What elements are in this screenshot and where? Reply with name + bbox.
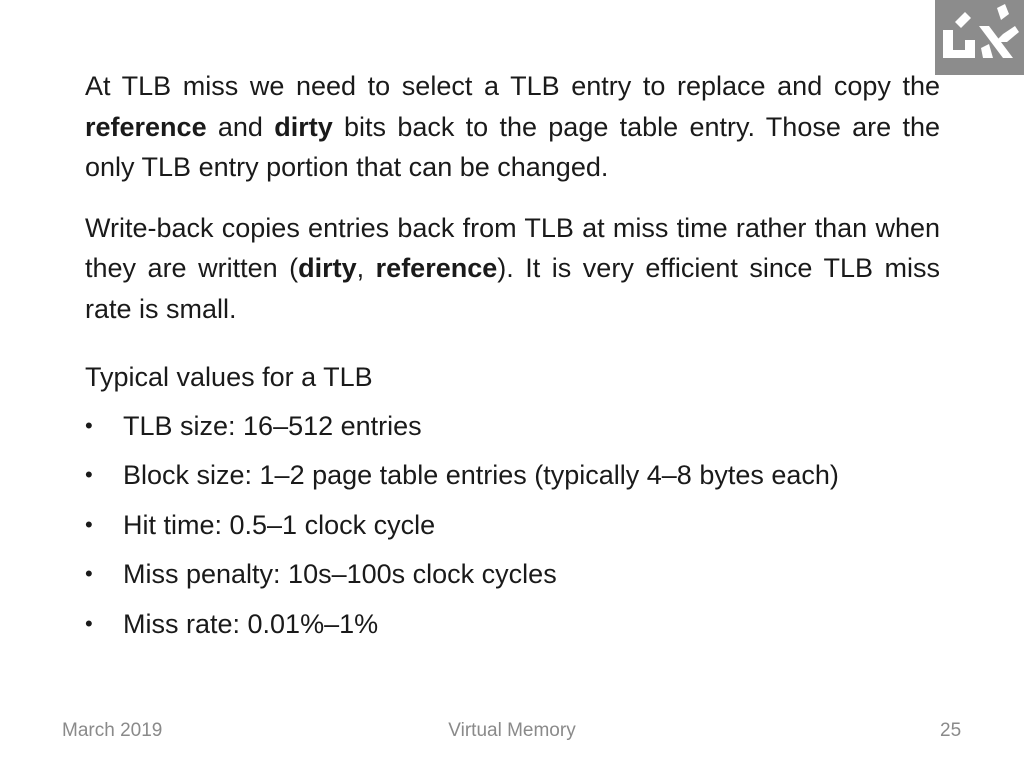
paragraph-text: and [206,111,275,142]
page-number: 25 [940,720,962,741]
hebrew-letters-logo-icon [935,0,1024,75]
bullet-icon: • [85,561,93,586]
list-item [85,604,940,645]
paragraph-write-back [85,208,940,330]
paragraph-tlb-miss [85,66,940,188]
bullet-icon: • [85,412,93,438]
list-item-text: TLB size: 16–512 entries [123,410,422,441]
paragraph-text: , [356,253,376,283]
list-item [85,554,940,595]
paragraph-text: At TLB miss we need to select a TLB entry to replace and copy the [85,71,940,101]
list-item [85,406,940,447]
bullet-list [85,406,940,645]
bold-term-reference: reference [375,253,498,283]
bold-term-reference: reference [85,111,207,142]
list-item [85,505,940,546]
paragraph-text: Write-back copies entries back from TLB at miss time rather than when they are written ( [85,212,940,283]
list-item [85,455,940,496]
bold-term-dirty: dirty [298,253,357,283]
bullet-icon: • [85,462,93,487]
list-item-text: Miss rate: 0.01%–1% [123,608,379,639]
list-item-text: Miss penalty: 10s–100s clock cycles [123,559,557,589]
paragraph-text: ). It is very efficient since TLB miss rate is small. [85,253,940,324]
list-heading: Typical values for a TLB [85,362,373,392]
list-item-text: Block size: 1–2 page table entries (typically 4–8 bytes each) [123,460,839,490]
slide-body [85,66,940,653]
logo [935,0,1024,75]
footer-title: Virtual Memory [448,720,576,741]
bullet-icon: • [85,610,93,636]
list-item-text: Hit time: 0.5–1 clock cycle [123,509,436,540]
bold-term-dirty: dirty [274,111,333,142]
paragraph-text: bits back to the page table entry. Those are the only TLB entry portion that can be changed. [85,111,940,182]
footer-date: March 2019 [62,720,163,741]
bullet-icon: • [85,511,93,537]
